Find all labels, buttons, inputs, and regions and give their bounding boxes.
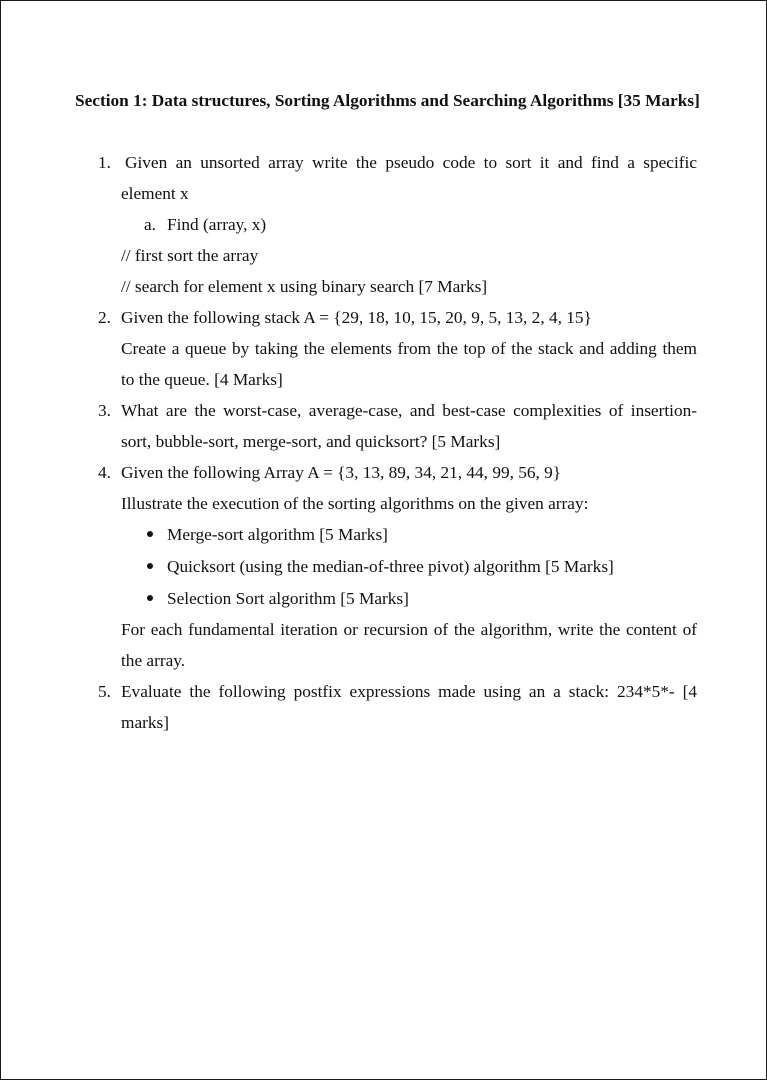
question-4-bullet-3: Selection Sort algorithm [5 Marks] — [167, 589, 409, 608]
question-1-line-2: element x — [121, 184, 189, 203]
question-1-comment-2: // search for element x using binary search [7 Marks] — [121, 277, 488, 296]
question-2-line-2: Create a queue by taking the elements from the top of the stack and adding them — [121, 339, 697, 358]
question-1-number: 1. — [98, 153, 111, 172]
question-4-line-1: Given the following Array A = {3, 13, 89, 34, 21, 44, 99, 56, 9} — [121, 463, 562, 482]
section-heading: Section 1: Data structures, Sorting Algorithms and Searching Algorithms [35 Marks] — [75, 91, 700, 110]
question-4-bullet-1: Merge-sort algorithm [5 Marks] — [167, 525, 388, 544]
question-3-line-1: What are the worst-case, average-case, and best-case complexities of insertion- — [121, 401, 697, 420]
question-2-line-3: to the queue. [4 Marks] — [121, 370, 283, 389]
question-1-line-1: Given an unsorted array write the pseudo code to sort it and find a specific — [125, 153, 697, 172]
question-4-line-2: Illustrate the execution of the sorting algorithms on the given array: — [121, 494, 589, 513]
question-3-line-2: sort, bubble-sort, merge-sort, and quicksort? [5 Marks] — [121, 432, 501, 451]
question-4-after-line-2: the array. — [121, 651, 186, 670]
question-5-number: 5. — [98, 682, 111, 701]
question-4-bullet-2: Quicksort (using the median-of-three pivot) algorithm [5 Marks] — [167, 557, 614, 576]
question-4-after-line-1: For each fundamental iteration or recursion of the algorithm, write the content of — [121, 620, 697, 639]
question-2-line-1: Given the following stack A = {29, 18, 10, 15, 20, 9, 5, 13, 2, 4, 15} — [121, 308, 592, 327]
bullet-dot-icon — [147, 563, 153, 569]
bullet-dot-icon — [147, 531, 153, 537]
question-5-line-1: Evaluate the following postfix expressions made using an a stack: 234*5*- [4 — [121, 682, 697, 701]
question-2-number: 2. — [98, 308, 111, 327]
question-5-line-2: marks] — [121, 713, 169, 732]
question-3-number: 3. — [98, 401, 111, 420]
question-4-number: 4. — [98, 463, 111, 482]
question-1a-label: a. — [144, 215, 156, 234]
question-1-comment-1: // first sort the array — [121, 246, 259, 265]
question-1a-text: Find (array, x) — [167, 215, 267, 234]
bullet-dot-icon — [147, 595, 153, 601]
